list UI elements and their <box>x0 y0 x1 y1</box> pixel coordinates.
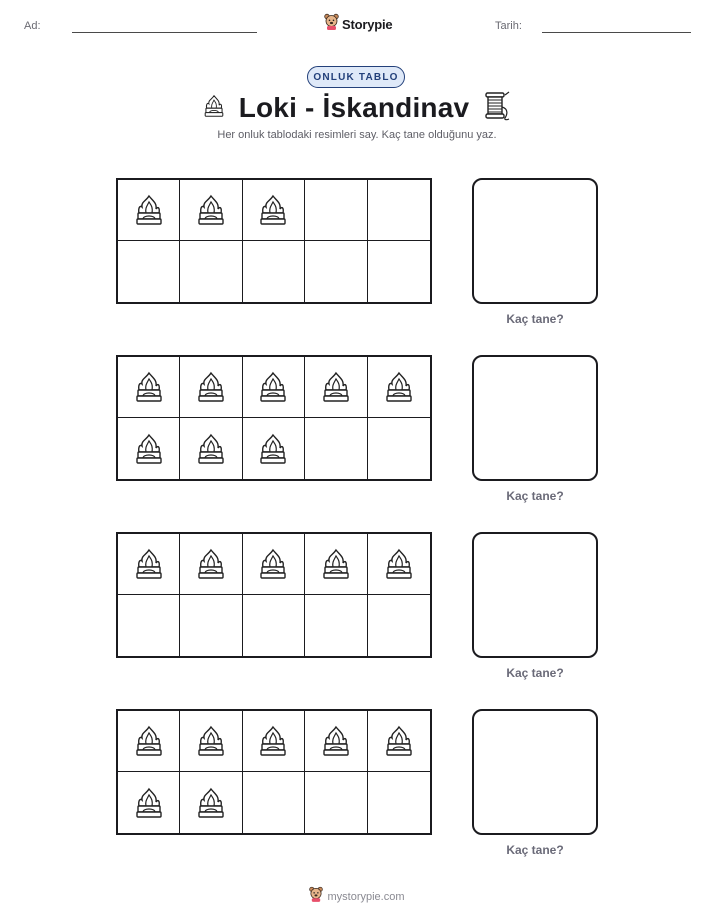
title-row <box>0 88 714 128</box>
ten-frame-cell <box>243 772 305 833</box>
date-label: Tarih: <box>495 20 522 32</box>
answer-label-1: Kaç tane? <box>506 312 564 326</box>
bear-icon <box>309 886 323 907</box>
fire-pit-icon <box>134 432 164 466</box>
fire-pit-icon <box>384 370 414 404</box>
ten-frame-cell <box>180 357 242 418</box>
fire-pit-icon <box>196 786 226 820</box>
answer-label-4: Kaç tane? <box>506 843 564 857</box>
ten-frame-cell <box>180 595 242 656</box>
fire-pit-icon <box>134 193 164 227</box>
ten-frame-cell <box>180 534 242 595</box>
fire-pit-icon <box>258 724 288 758</box>
ten-frame-1 <box>116 178 432 304</box>
ten-frame-cell <box>180 180 242 241</box>
ten-frame-cell <box>368 241 430 302</box>
fire-pit-icon <box>134 724 164 758</box>
ten-frame-cell <box>118 534 180 595</box>
fire-pit-icon <box>321 370 351 404</box>
name-label: Ad: <box>24 20 41 32</box>
ten-frame-cell <box>305 772 367 833</box>
ten-frame-cell <box>368 534 430 595</box>
ten-frame-cell <box>118 595 180 656</box>
ten-frame-cell <box>118 772 180 833</box>
ten-frame-cell <box>305 418 367 479</box>
ten-frame-cell <box>180 241 242 302</box>
ten-frame-cell <box>368 711 430 772</box>
fire-pit-icon <box>196 724 226 758</box>
thread-spool-icon <box>483 91 511 126</box>
ten-frame-cell <box>118 357 180 418</box>
ten-frame-cell <box>243 357 305 418</box>
ten-frame-cell <box>305 711 367 772</box>
fire-pit-icon <box>196 370 226 404</box>
footer-url: mystorypie.com <box>327 890 405 903</box>
date-line[interactable] <box>542 32 691 33</box>
fire-pit-icon <box>258 432 288 466</box>
ten-frame-cell <box>368 357 430 418</box>
ten-frame-cell <box>180 418 242 479</box>
fire-pit-icon <box>196 547 226 581</box>
fire-pit-icon <box>258 547 288 581</box>
answer-label-3: Kaç tane? <box>506 666 564 680</box>
ten-frame-cell <box>118 418 180 479</box>
ten-frame-cell <box>243 711 305 772</box>
ten-frame-cell <box>305 180 367 241</box>
ten-frame-cell <box>118 241 180 302</box>
fire-pit-icon <box>258 370 288 404</box>
fire-pit-icon <box>196 193 226 227</box>
ten-frame-cell <box>305 595 367 656</box>
ten-frame-cell <box>118 711 180 772</box>
fire-pit-icon <box>384 724 414 758</box>
fire-pit-icon <box>196 432 226 466</box>
answer-label-2: Kaç tane? <box>506 489 564 503</box>
fire-pit-icon <box>321 724 351 758</box>
ten-frame-cell <box>368 180 430 241</box>
ten-frame-cell <box>243 418 305 479</box>
ten-frame-cell <box>118 180 180 241</box>
answer-box-4[interactable] <box>472 709 598 835</box>
fire-pit-icon <box>134 547 164 581</box>
answer-box-2[interactable] <box>472 355 598 481</box>
fire-pit-icon <box>134 786 164 820</box>
fire-pit-icon <box>384 547 414 581</box>
ten-frame-cell <box>243 595 305 656</box>
storypie-logo <box>324 13 392 35</box>
brand-name: Storypie <box>342 16 393 32</box>
ten-frame-2 <box>116 355 432 481</box>
worksheet-type-badge: ONLUK TABLO <box>307 66 405 88</box>
answer-box-3[interactable] <box>472 532 598 658</box>
ten-frame-3 <box>116 532 432 658</box>
ten-frame-cell <box>305 241 367 302</box>
ten-frame-cell <box>368 772 430 833</box>
ten-frame-cell <box>368 595 430 656</box>
bear-icon <box>324 13 339 35</box>
fire-pit-icon <box>134 370 164 404</box>
ten-frame-cell <box>368 418 430 479</box>
fire-pit-icon <box>203 93 225 124</box>
ten-frame-cell <box>180 772 242 833</box>
ten-frame-cell <box>305 534 367 595</box>
answer-box-1[interactable] <box>472 178 598 304</box>
fire-pit-icon <box>258 193 288 227</box>
ten-frame-cell <box>305 357 367 418</box>
ten-frame-4 <box>116 709 432 835</box>
instructions: Her onluk tablodaki resimleri say. Kaç tane olduğunu yaz. <box>217 129 497 141</box>
footer <box>0 886 714 907</box>
fire-pit-icon <box>321 547 351 581</box>
ten-frame-cell <box>180 711 242 772</box>
ten-frame-cell <box>243 241 305 302</box>
ten-frame-cell <box>243 180 305 241</box>
page-title: Loki - İskandinav <box>238 92 470 123</box>
name-line[interactable] <box>72 32 257 33</box>
ten-frame-cell <box>243 534 305 595</box>
